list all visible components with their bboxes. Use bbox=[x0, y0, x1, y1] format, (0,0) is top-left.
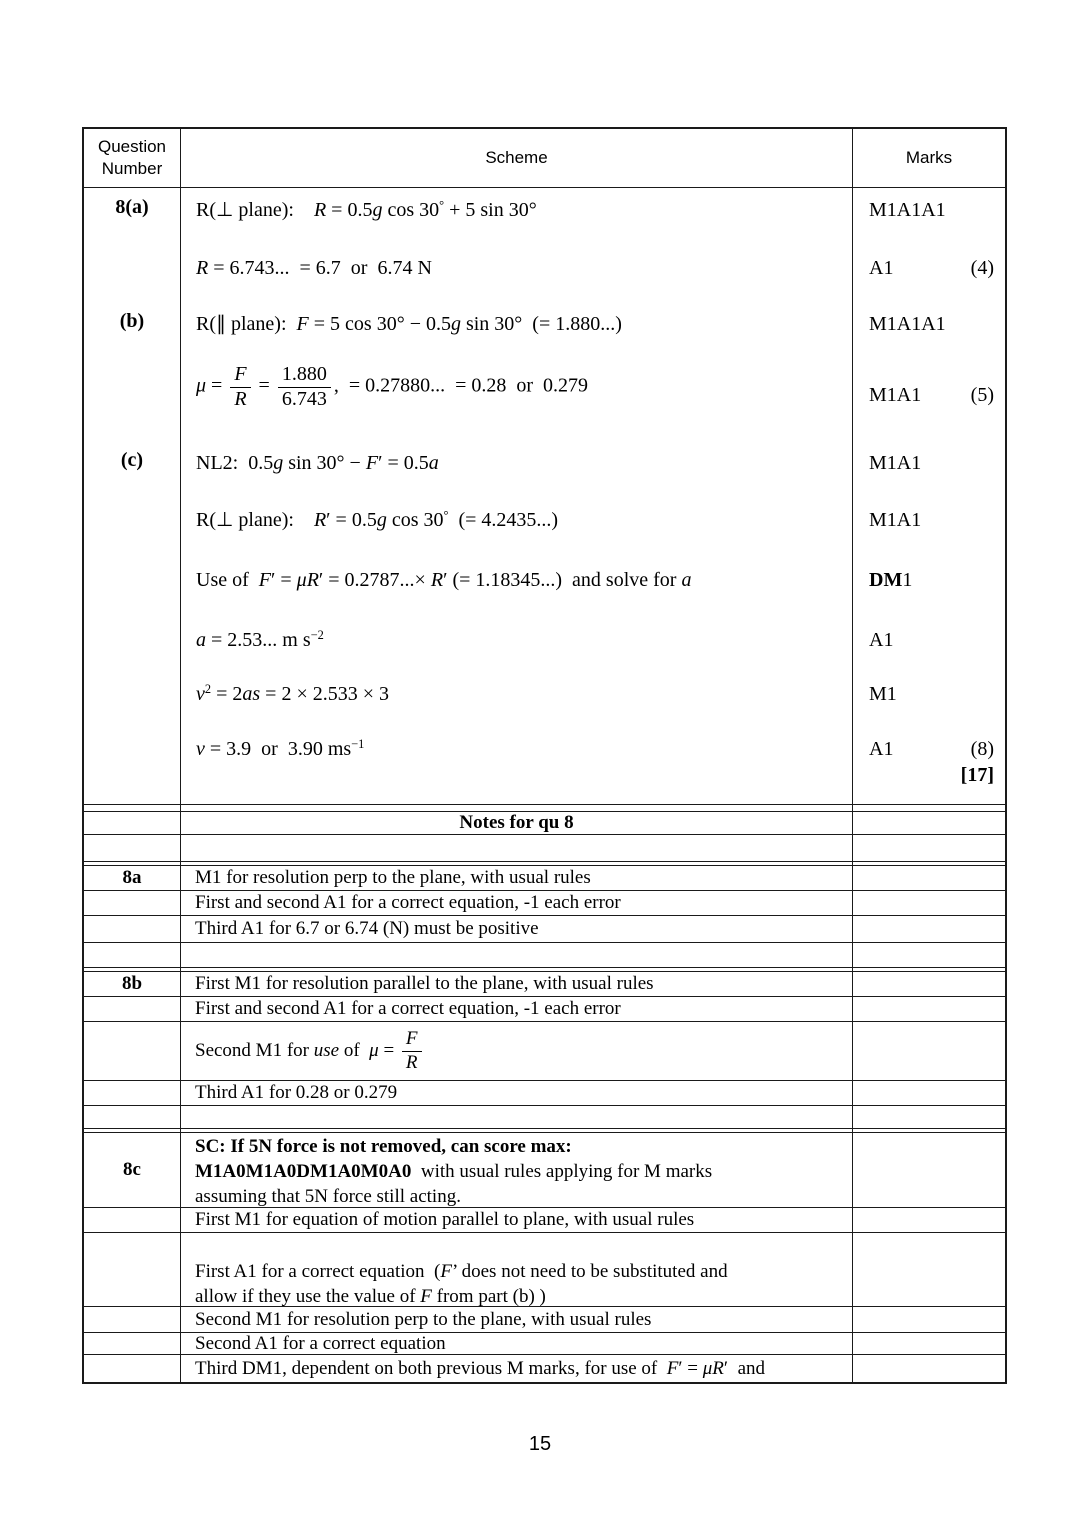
note-row bbox=[84, 916, 1005, 943]
empty-cell bbox=[853, 1022, 1005, 1080]
note-row bbox=[84, 1233, 1005, 1307]
empty-cell bbox=[853, 812, 1005, 834]
mark-scheme-table bbox=[82, 127, 1007, 1384]
note-label: 8a bbox=[84, 866, 181, 890]
scheme-cell bbox=[181, 188, 853, 804]
note-label bbox=[84, 1355, 181, 1382]
note-label: 8c bbox=[84, 1133, 181, 1207]
spacer-row bbox=[84, 943, 1005, 968]
note-label bbox=[84, 1333, 181, 1354]
marks-header: Marks bbox=[905, 147, 953, 167]
note-row bbox=[84, 972, 1005, 997]
note-row bbox=[84, 1355, 1005, 1382]
note-label bbox=[84, 1208, 181, 1232]
scheme-line: R = 6.743... = 6.7 or 6.74 N bbox=[196, 257, 432, 279]
note-label bbox=[84, 1307, 181, 1332]
question-part-label-b: (b) bbox=[119, 310, 145, 332]
note-row bbox=[84, 1133, 1005, 1208]
notes-title: Notes for qu 8 bbox=[181, 812, 853, 834]
empty-cell bbox=[853, 1133, 1005, 1207]
marks-line: A1 bbox=[869, 629, 894, 651]
note-label bbox=[84, 891, 181, 915]
empty-cell bbox=[84, 812, 181, 834]
spacer-row bbox=[84, 1106, 1005, 1129]
empty-cell bbox=[853, 1081, 1005, 1105]
marks-line: M1A1 bbox=[869, 509, 922, 531]
note-text: First A1 for a correct equation (F’ does not need to be substituted and allow if they use the value of F from part (b) ) bbox=[181, 1233, 853, 1306]
empty-cell bbox=[853, 1208, 1005, 1232]
marks-line: M1A1 bbox=[869, 452, 922, 474]
note-label bbox=[84, 1022, 181, 1080]
note-row bbox=[84, 997, 1005, 1022]
empty-cell bbox=[853, 1333, 1005, 1354]
note-row bbox=[84, 866, 1005, 891]
scheme-line: NL2: 0.5g sin 30° − F′ = 0.5a bbox=[196, 452, 439, 474]
note-label bbox=[84, 1081, 181, 1105]
question-number-cell bbox=[84, 188, 181, 804]
marks-line: M1A1 (5) bbox=[869, 384, 994, 406]
empty-cell bbox=[853, 972, 1005, 996]
empty-cell bbox=[853, 866, 1005, 890]
note-text: Second A1 for a correct equation bbox=[181, 1333, 853, 1354]
empty-cell bbox=[853, 1233, 1005, 1306]
marks-line: M1A1A1 bbox=[869, 313, 946, 335]
empty-cell bbox=[853, 1355, 1005, 1382]
question-number-header: Question Number bbox=[84, 129, 181, 187]
scheme-line: $v^2 = 2as = 2 \times 2.533 \times 3$ bbox=[196, 681, 390, 705]
note-text: First and second A1 for a correct equation, -1 each error bbox=[181, 891, 853, 915]
marks-total-line: [17] bbox=[960, 764, 994, 786]
note-row bbox=[84, 1022, 1005, 1081]
empty-cell bbox=[853, 1307, 1005, 1332]
scheme-line: v = 3.9 or 3.90 $ms^{-1}$ bbox=[196, 736, 365, 760]
page-number: 15 bbox=[528, 1433, 552, 1455]
empty-cell bbox=[853, 891, 1005, 915]
scheme-line: a = 2.53... m $s^{-2}$ bbox=[196, 627, 324, 651]
scheme-line: R(⊥ plane): R = 0.5g cos 30° + 5 sin 30° bbox=[196, 197, 537, 221]
note-text: Third A1 for 0.28 or 0.279 bbox=[181, 1081, 853, 1105]
scheme-header: Scheme bbox=[181, 129, 853, 187]
note-text: Second M1 for use of μ = $\frac{F}{R}$ bbox=[181, 1022, 853, 1080]
marks-line: M1 bbox=[869, 683, 897, 705]
note-row bbox=[84, 1307, 1005, 1333]
question-part-label-8a: 8(a) bbox=[115, 196, 149, 218]
marks-cell bbox=[853, 188, 1005, 804]
note-label bbox=[84, 916, 181, 942]
note-row bbox=[84, 1333, 1005, 1355]
scheme-body-row bbox=[84, 188, 1005, 805]
note-text: M1 for resolution perp to the plane, with usual rules bbox=[181, 866, 853, 890]
note-row bbox=[84, 1081, 1005, 1106]
note-row bbox=[84, 891, 1005, 916]
note-label bbox=[84, 1233, 181, 1306]
note-text: SC: If 5N force is not removed, can score max: M1A0M1A0DM1A0M0A0 with usual rules applying for M marks assuming that 5N force still acting. bbox=[181, 1133, 853, 1207]
marks-line: DM1 bbox=[869, 569, 913, 591]
note-text: Third DM1, dependent on both previous M marks, for use of F ′ = μ R ′ and bbox=[181, 1355, 853, 1382]
note-label: 8b bbox=[84, 972, 181, 996]
note-label bbox=[84, 997, 181, 1021]
empty-cell bbox=[853, 916, 1005, 942]
note-text: Second M1 for resolution perp to the plane, with usual rules bbox=[181, 1307, 853, 1332]
marks-line: A1 (8) bbox=[869, 738, 994, 760]
note-text: First and second A1 for a correct equation, -1 each error bbox=[181, 997, 853, 1021]
empty-cell bbox=[853, 997, 1005, 1021]
marks-line: A1 (4) bbox=[869, 257, 994, 279]
scheme-line: Use of F′ = μR′ = 0.2787...× R′ (= 1.18345...) and solve for a bbox=[196, 569, 692, 591]
spacer-row bbox=[84, 835, 1005, 862]
note-text: First M1 for equation of motion parallel to plane, with usual rules bbox=[181, 1208, 853, 1232]
table-header-row bbox=[84, 129, 1005, 188]
note-row bbox=[84, 1208, 1005, 1233]
scheme-line: μ = $\frac{F}{R}$ = $\frac{1.880}{6.743}$ , = 0.27880... = 0.28 or 0.279 bbox=[196, 363, 589, 410]
scheme-line: R(∥ plane): F = 5 cos 30° − 0.5g sin 30° (= 1.880...) bbox=[196, 313, 622, 335]
notes-title-row bbox=[84, 812, 1005, 835]
question-part-label-c: (c) bbox=[120, 449, 144, 471]
note-text: Third A1 for 6.7 or 6.74 (N) must be positive bbox=[181, 916, 853, 942]
note-text: First M1 for resolution parallel to the plane, with usual rules bbox=[181, 972, 853, 996]
marks-line: M1A1A1 bbox=[869, 199, 946, 221]
spacer-row bbox=[84, 805, 1005, 812]
scheme-line: R(⊥ plane): R′ = 0.5g cos 30° (= 4.2435...) bbox=[196, 507, 559, 531]
